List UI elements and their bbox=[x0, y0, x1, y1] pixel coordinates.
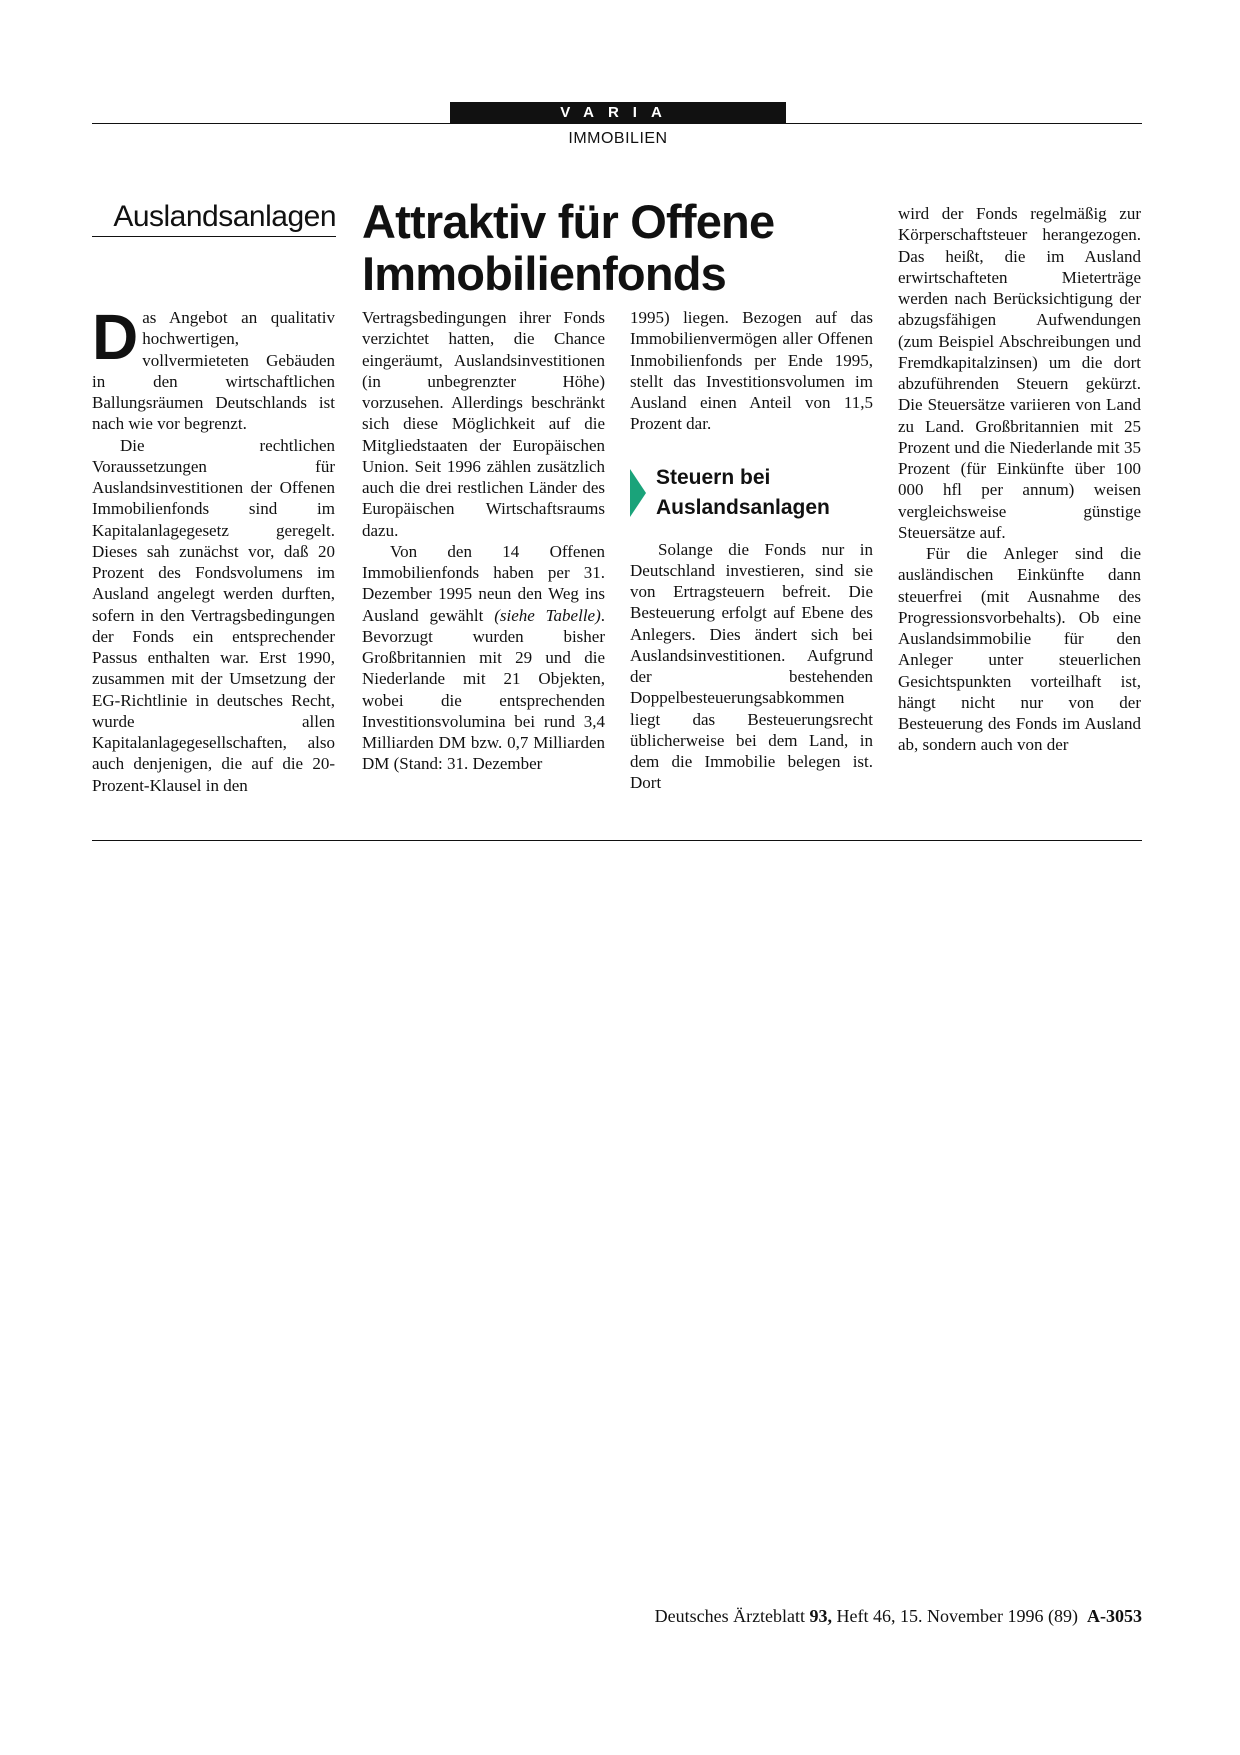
paragraph bbox=[362, 541, 605, 775]
paragraph: Solange die Fonds nur in Deutschland investieren, sind sie von Ertragsteuern befreit. Die Besteuerung erfolgt auf Ebene des Anlegers. Dies ändert sich bei Auslandsinvestitionen. Aufgrund der bestehenden Doppelbesteuerungsabkommen liegt das Besteuerungsrecht üblicherweise bei dem Land, in dem die Immobilie belegen ist. Dort bbox=[630, 539, 873, 793]
subsection-label: IMMOBILIEN bbox=[568, 130, 668, 147]
drop-cap: D bbox=[92, 301, 139, 373]
paragraph: 1995) liegen. Bezogen auf das Immobilienvermögen aller Offenen Inmobilienfonds per Ende 1995, stellt das Investitionsvolumen im Ausland einen Anteil von 11,5 Prozent dar. bbox=[630, 308, 873, 434]
text-column-3 bbox=[630, 307, 873, 794]
paragraph-text: . Bevorzugt wurden bisher Großbritannien mit 29 und die Niederlande mit 21 Objekten, wobei die entsprechenden Investitionsvolumina bei rund 3,4 Milliarden DM bzw. 0,7 Milliarden DM (Stand: 31. Dezember bbox=[362, 605, 605, 774]
paragraph: Die rechtlichen Voraussetzungen für Auslandsinvestitionen der Offenen Immobilienfonds sind im Kapitalanlagegesetz geregelt. Dieses sah zunächst vor, daß 20 Prozent des Fondsvolumens im Ausland angelegt werden durften, sofern in den Vertragsbedingungen der Fonds ein entsprechender Passus enthalten war. Erst 1990, zusammen mit der Umsetzung der EG-Richtlinie in deutsches Recht, wurde allen Kapitalanlagegesellschaften, also auch denjenigen, die auf die 20-Prozent-Klausel in den bbox=[92, 435, 335, 795]
subheading-line: Auslandsanlagen bbox=[656, 495, 830, 519]
bottom-rule bbox=[92, 840, 1142, 841]
text-column-2 bbox=[362, 307, 605, 775]
header-rule bbox=[92, 123, 1142, 124]
paragraph: Für die Anleger sind die ausländischen Einkünfte dann steuerfrei (mit Ausnahme des Progressionsvorbehalts). Ob eine Auslandsimmobilie für den Anleger unter steuerlichen Gesichtspunkten vorteilhaft ist, hängt nicht nur von der Besteuerung des Fonds im Ausland ab, sondern auch von der bbox=[898, 544, 1141, 755]
section-bar: VARIA bbox=[450, 102, 786, 124]
text-column-1 bbox=[92, 301, 335, 796]
paragraph-text: as Angebot an qualitativ hochwertigen, vollvermieteten Gebäuden in den wirtschaftlichen Ballungsräumen Deutschlands ist nach wie vor begrenzt. bbox=[92, 308, 335, 434]
journal-name: Deutsches Ärzteblatt bbox=[654, 1606, 806, 1626]
page-number: A-3053 bbox=[1087, 1606, 1142, 1626]
text-column-4 bbox=[898, 203, 1141, 756]
paragraph bbox=[92, 301, 335, 435]
paragraph-text: Von den 14 Offenen Immobilienfonds haben per 31. Dezember 1995 neun den Weg ins Ausland gewählt bbox=[362, 541, 605, 625]
arrow-marker-icon bbox=[630, 469, 646, 517]
paragraph: wird der Fonds regelmäßig zur Körperschaftsteuer herangezogen. Das heißt, die im Ausland erwirtschafteten Mieterträge werden nach Berücksichtigung der abzugsfähigen Aufwendungen (zum Beispiel Abschreibungen und Fremdkapitalzinsen) um die dort abzuführenden Steuern gekürzt. Die Steuersätze variieren von Land zu Land. Großbritannien mit 25 Prozent und die Niederlande mit 35 Prozent (für Einkünfte über 100 000 hfl per annum) weisen vergleichsweise günstige Steuersätze auf. bbox=[898, 204, 1141, 542]
volume-number: 93, bbox=[809, 1606, 833, 1626]
paragraph: Vertragsbedingungen ihrer Fonds verzichtet hatten, die Chance eingeräumt, Auslandsinvestitionen (in unbegrenzter Höhe) vorzusehen. Allerdings beschränkt sich diese Möglichkeit auf die Mitgliedstaaten der Europäischen Union. Seit 1996 zählen zusätzlich auch die drei restlichen Länder des Europäischen Wirtschaftsraums dazu. bbox=[362, 308, 605, 540]
page-footer bbox=[655, 1606, 1142, 1627]
subheading bbox=[630, 463, 873, 523]
issue-info: Heft 46, 15. November 1996 (89) bbox=[836, 1606, 1078, 1626]
article-kicker: Auslandsanlagen bbox=[92, 200, 336, 237]
article-headline: Attraktiv für Offene Immobilienfonds bbox=[362, 195, 775, 300]
table-reference: (siehe Tabelle) bbox=[494, 605, 601, 625]
subheading-line: Steuern bei bbox=[656, 465, 771, 489]
